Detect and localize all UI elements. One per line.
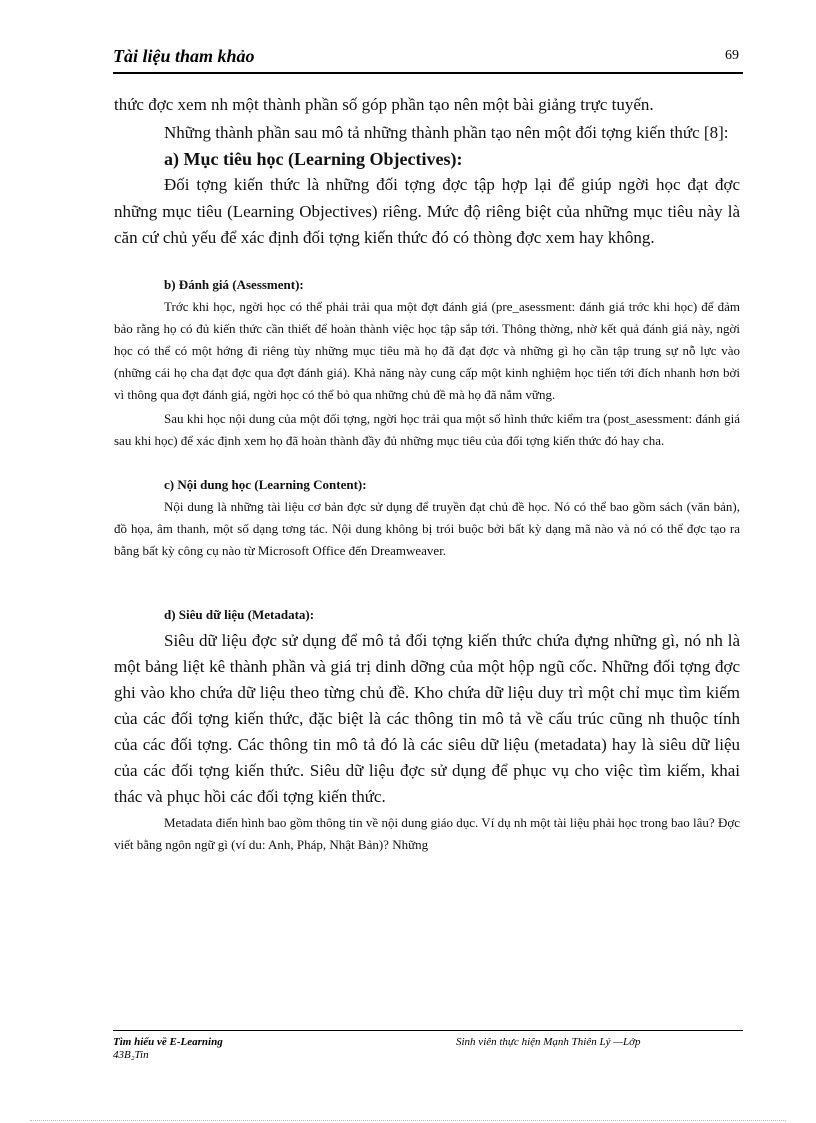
section-heading-metadata: d) Siêu dữ liệu (Metadata): [164, 606, 315, 622]
page-edge-divider [30, 1120, 786, 1121]
paragraph: Đối tợng kiến thức là những đối tợng đợc tập hợp lại để giúp ngời học đạt đợc những mục tiêu (Learning Objectives) riêng. Mức độ riêng biệt của những mục tiêu này là căn cứ chủ yếu để xác định đối tợng kiến thức đó có thòng đợc xem hay không. [114, 175, 740, 247]
header-rule [113, 72, 743, 74]
paragraph: Trớc khi học, ngời học có thể phải trải qua một đợt đánh giá (pre_asessment: đánh giá trớc khi học) để đảm bảo rằng họ có đủ kiến thức cần thiết để hoàn thành việc học tập sắp tới. Thông thờng, nhờ kết quả đánh giá này, ngời học có thể có một hớng đi riêng tùy những mục tiêu mà họ đã đạt đợc và những gì họ cần tập trung sự nỗ lực vào (những cái họ cha đạt đợc qua đợt đánh giá). Khả năng này cung cấp một kinh nghiệm học tiến tới đích nhanh hơn bởi vì thông qua đợt đánh giá, ngời học có thể bỏ qua những chủ đề mà họ đã nắm vững. [114, 298, 740, 402]
footer-left [113, 1036, 223, 1062]
header-title: Tài liệu tham khảo [113, 46, 255, 66]
footer-rule [113, 1030, 743, 1031]
footer-doc-title: Tìm hiểu về E-Learning [113, 1036, 223, 1048]
paragraph: Những thành phần sau mô tả những thành phần tạo nên một đối tợng kiến thức [8]: [164, 123, 729, 142]
footer-class: 43B₂Tin [113, 1049, 149, 1061]
footer-author: Sinh viên thực hiện Mạnh Thiên Lý —Lớp [456, 1036, 641, 1048]
page-body [114, 92, 740, 856]
paragraph: Nội dung là những tài liệu cơ bản đợc sử dụng để truyền đạt chủ đề học. Nó có thể bao gồm sách (văn bản), đồ họa, âm thanh, một số dạng tơng tác. Nội dung không bị trói buộc bởi bất kỳ dạng mã nào và nó có thể đợc tạo ra bằng bất kỳ công cụ nào từ Microsoft Office đến Dreamweaver. [114, 498, 740, 558]
section-heading-content: c) Nội dung học (Learning Content): [164, 476, 367, 492]
paragraph: thức đợc xem nh một thành phần số góp phần tạo nên một bài giảng trực tuyến. [114, 95, 654, 114]
page-number: 69 [725, 48, 739, 63]
section-heading-objectives: a) Mục tiêu học (Learning Objectives): [164, 149, 463, 169]
page-header [113, 46, 743, 72]
section-heading-assessment: b) Đánh giá (Asessment): [164, 276, 304, 292]
paragraph: Metadata điển hình bao gồm thông tin về nội dung giáo dục. Ví dụ nh một tài liệu phải học trong bao lâu? Đợc viết bằng ngôn ngữ gì (ví du: Anh, Pháp, Nhật Bản)? Những [114, 814, 740, 852]
paragraph: Siêu dữ liệu đợc sử dụng để mô tả đối tợng kiến thức chứa đựng những gì, nó nh là một bảng liệt kê thành phần và giá trị dinh dỡng của một hộp ngũ cốc. Những đối tợng đợc ghi vào kho chứa dữ liệu theo từng chủ đề. Kho chứa dữ liệu duy trì một chỉ mục tìm kiếm của các đối tợng kiến thức, đặc biệt là các thông tin mô tả về cấu trúc cũng nh thuộc tính của các đối tợng. Các thông tin mô tả đó là các siêu dữ liệu (metadata) hay là siêu dữ liệu của các đối tợng kiến thức. Siêu dữ liệu đợc sử dụng để phục vụ cho việc tìm kiếm, khai thác và phục hồi các đối tợng kiến thức. [114, 630, 740, 806]
paragraph: Sau khi học nội dung của một đối tợng, ngời học trải qua một số hình thức kiểm tra (post_asessment: đánh giá sau khi học) để xác định xem họ đã hoàn thành đầy đủ những mục tiêu của đối tợng kiến thức đó hay cha. [114, 410, 740, 448]
